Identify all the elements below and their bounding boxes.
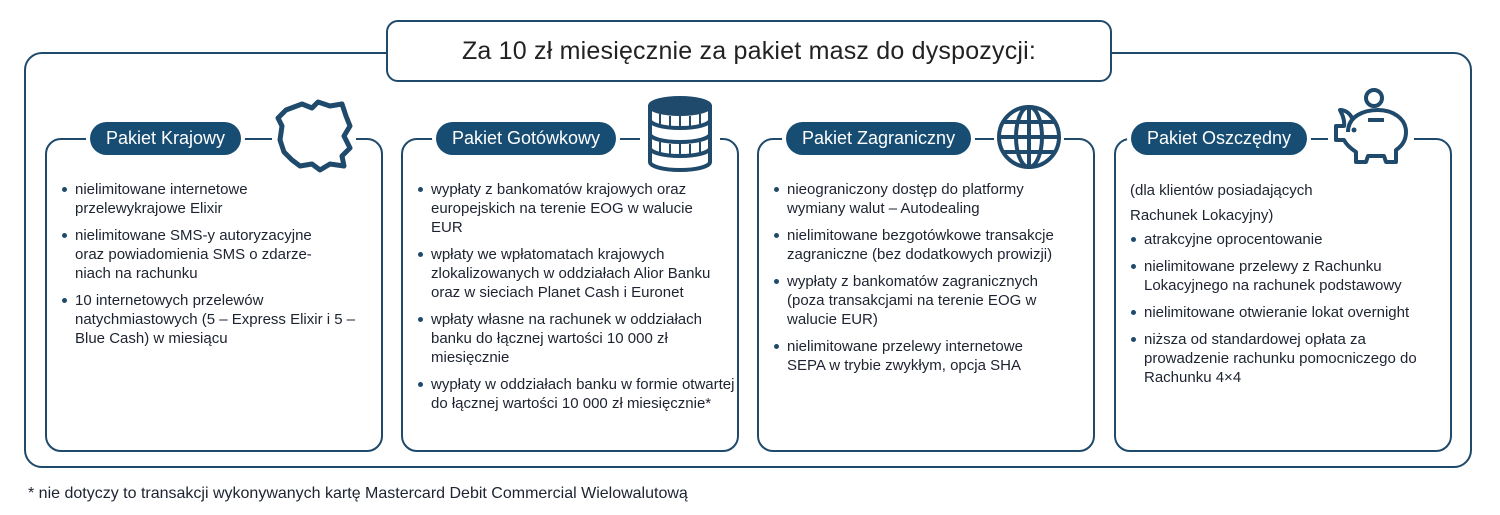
list-item: nielimitowane otwieranie lokat overnight xyxy=(1130,303,1454,322)
coins-stack-icon xyxy=(640,94,720,174)
list-item: atrakcyjne oprocentowanie xyxy=(1130,230,1424,249)
pill-krajowy: Pakiet Krajowy xyxy=(90,122,241,155)
list-item: niższa od standardowej opłata za prowadzenie rachunku pomocniczego do Rachunku 4×4 xyxy=(1130,330,1444,387)
list-item: wpłaty własne na rachunek w oddziałach banku do łącznej wartości 10 000 zł miesięcznie xyxy=(417,310,736,367)
list-item: nielimitowane SMS-y autoryzacyjne oraz powiadomienia SMS o zdarze-niach na rachunku xyxy=(61,226,345,283)
list-item: wpłaty we wpłatomatach krajowych zlokalizowanych w oddziałach Alior Banku oraz w sieciach Planet Cash i Euronet xyxy=(417,245,711,302)
card-krajowy xyxy=(45,138,383,452)
list-item: nielimitowane przelewy internetowe SEPA w trybie zwykłym, opcja SHA xyxy=(773,337,1057,375)
pill-gotowkowy: Pakiet Gotówkowy xyxy=(436,122,616,155)
list-item: 10 internetowych przelewów natychmiastowych (5 – Express Elixir i 5 – Blue Cash) w miesiącu xyxy=(61,291,365,348)
list-item: nielimitowane internetowe przelewykrajowe Elixir xyxy=(61,180,275,218)
card-zagraniczny-list xyxy=(773,180,1081,383)
poland-map-icon xyxy=(272,96,356,176)
page-title xyxy=(386,20,1112,82)
card-krajowy-list xyxy=(61,180,369,356)
list-item: wypłaty z bankomatów krajowych oraz europejskich na terenie EOG w walucie EUR xyxy=(417,180,701,237)
card-oszczedny xyxy=(1114,138,1452,452)
card-oszczedny-list xyxy=(1130,230,1438,395)
card-oszczedny-intro: (dla klientów posiadających Rachunek Lokacyjny) xyxy=(1130,182,1313,224)
footnote: * nie dotyczy to transakcji wykonywanych kartę Mastercard Debit Commercial Wielowalutową xyxy=(28,485,688,502)
page-title-text: Za 10 zł miesięcznie za pakiet masz do dyspozycji: xyxy=(461,36,1037,65)
piggy-bank-icon xyxy=(1328,86,1414,172)
list-item: nieograniczony dostęp do platformy wymiany walut – Autodealing xyxy=(773,180,1057,218)
card-gotowkowy xyxy=(401,138,739,452)
pill-oszczedny: Pakiet Oszczędny xyxy=(1131,122,1307,155)
card-gotowkowy-list xyxy=(417,180,735,421)
list-item: nielimitowane przelewy z Rachunku Lokacyjnego na rachunek podstawowy xyxy=(1130,257,1414,295)
list-item: wypłaty z bankomatów zagranicznych (poza transakcjami na terenie EOG w walucie EUR) xyxy=(773,272,1067,329)
pill-zagraniczny: Pakiet Zagraniczny xyxy=(786,122,971,155)
list-item: wypłaty w oddziałach banku w formie otwartej do łącznej wartości 10 000 zł miesięcznie* xyxy=(417,375,736,413)
globe-icon xyxy=(994,102,1064,172)
card-zagraniczny xyxy=(757,138,1095,452)
list-item: nielimitowane bezgotówkowe transakcje zagraniczne (bez dodatkowych prowizji) xyxy=(773,226,1082,264)
